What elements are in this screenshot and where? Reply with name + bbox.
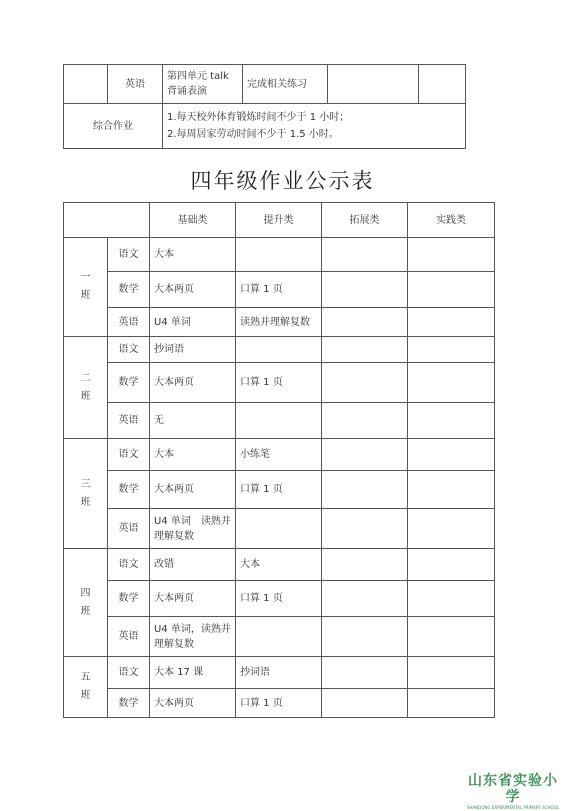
practice-cell: [408, 657, 495, 689]
extension-cell: [322, 509, 408, 549]
extension-cell: [322, 581, 408, 617]
extension-cell: [322, 549, 408, 581]
table-row: [64, 439, 495, 471]
page-title: 四年级作业公示表: [190, 169, 375, 193]
advanced-cell: 口算 1 页: [236, 471, 322, 509]
advanced-cell: [236, 617, 322, 657]
class-name-cell: [64, 238, 108, 337]
basic-cell: U4 单词，读熟并理解复数: [150, 617, 236, 657]
advanced-cell: 口算 1 页: [236, 363, 322, 403]
class-name-cell: [64, 549, 108, 657]
table-row: [64, 617, 495, 657]
subject-cell: 语文: [108, 439, 150, 471]
table-row: [64, 238, 495, 272]
practice-cell: [408, 238, 495, 272]
practice-cell: [408, 308, 495, 337]
table-row: [64, 689, 495, 718]
column-header: 基础类: [150, 203, 236, 238]
practice-cell: [408, 439, 495, 471]
advanced-cell: 抄词语: [236, 657, 322, 689]
table-row: [64, 272, 495, 308]
comprehensive-line: 2.每周居家劳动时间不少于 1.5 小时。: [167, 129, 339, 140]
practice-cell: [408, 617, 495, 657]
basic-cell: 大本 17 课: [150, 657, 236, 689]
header-corner: [64, 203, 150, 238]
basic-cell: 抄词语: [150, 337, 236, 363]
subject-cell: 语文: [108, 337, 150, 363]
comprehensive-content: [163, 104, 466, 149]
subject-cell: 语文: [108, 657, 150, 689]
header-row: [64, 203, 495, 238]
subject-cell: 数学: [108, 363, 150, 403]
class-name: 五班: [80, 672, 91, 701]
table-row: [64, 337, 495, 363]
class-name-cell: [64, 439, 108, 549]
extension-cell: [322, 403, 408, 439]
basic-cell: 改错: [150, 549, 236, 581]
practice-cell: [408, 337, 495, 363]
basic-cell: 大本两页: [150, 471, 236, 509]
extension-cell: [322, 471, 408, 509]
advanced-cell: 小练笔: [236, 439, 322, 471]
extension-cell: [322, 238, 408, 272]
subject-cell: 英语: [108, 308, 150, 337]
extension-cell: [322, 689, 408, 718]
advanced-cell: 口算 1 页: [236, 689, 322, 718]
class-name: 二班: [80, 372, 91, 402]
column-header: 提升类: [236, 203, 322, 238]
basic-cell: 大本: [150, 238, 236, 272]
subject-cell: 数学: [108, 689, 150, 718]
basic-cell: 大本两页: [150, 363, 236, 403]
subject-cell: 数学: [108, 581, 150, 617]
extension-cell: [322, 657, 408, 689]
advanced-cell: [236, 403, 322, 439]
subject-cell: 英语: [108, 65, 163, 104]
basic-cell: 大本两页: [150, 581, 236, 617]
basic-cell: 大本两页: [150, 689, 236, 718]
advanced-cell: 口算 1 页: [236, 581, 322, 617]
extension-cell: [322, 617, 408, 657]
subject-cell: 英语: [108, 617, 150, 657]
subject-cell: 语文: [108, 549, 150, 581]
table-row: [64, 549, 495, 581]
advanced-cell: [236, 238, 322, 272]
extension-cell: [322, 337, 408, 363]
subject-cell: 语文: [108, 238, 150, 272]
table-row: [64, 657, 495, 689]
advanced-cell: 大本: [236, 549, 322, 581]
task-cell: 第四单元 talk 背诵表演: [163, 65, 243, 104]
class-name: 三班: [80, 478, 91, 508]
english-row: [64, 65, 466, 104]
class-name: 一班: [80, 272, 91, 301]
practice-cell: [408, 403, 495, 439]
practice-cell: [408, 272, 495, 308]
subject-cell: 英语: [108, 403, 150, 439]
table-row: [64, 471, 495, 509]
comprehensive-line: 1.每天校外体育锻炼时间不少于 1 小时；: [167, 112, 350, 123]
school-logo: [463, 773, 563, 811]
table-row: [64, 403, 495, 439]
table-row: [64, 581, 495, 617]
practice-cell: [408, 549, 495, 581]
extension-cell: [322, 272, 408, 308]
homework-table: [63, 202, 495, 718]
advanced-cell: [236, 509, 322, 549]
basic-cell: 大本两页: [150, 272, 236, 308]
task-cell: 完成相关练习: [243, 65, 328, 104]
basic-cell: U4 单词 读熟并理解复数: [150, 509, 236, 549]
school-logo-name: 山东省实验小学: [468, 773, 558, 805]
table-row: [64, 308, 495, 337]
practice-cell: [408, 363, 495, 403]
column-header: 拓展类: [322, 203, 408, 238]
homework-table-body: [64, 203, 495, 718]
practice-cell: [408, 581, 495, 617]
subject-cell: 英语: [108, 509, 150, 549]
table-row: [64, 509, 495, 549]
comprehensive-label: 综合作业: [64, 104, 163, 149]
advanced-cell: [236, 337, 322, 363]
basic-cell: U4 单词: [150, 308, 236, 337]
advanced-cell: 读熟并理解复数: [236, 308, 322, 337]
class-name-cell: [64, 337, 108, 439]
extension-cell: [322, 308, 408, 337]
school-logo-english: SHANDONG EXPERIMENTAL PRIMARY SCHOOL: [466, 805, 560, 810]
class-name-cell: [64, 657, 108, 718]
practice-cell: [408, 509, 495, 549]
basic-cell: 大本: [150, 439, 236, 471]
previous-page-table: [63, 64, 466, 149]
basic-cell: 无: [150, 403, 236, 439]
table-row: [64, 363, 495, 403]
column-header: 实践类: [408, 203, 495, 238]
subject-cell: 数学: [108, 471, 150, 509]
extension-cell: [322, 439, 408, 471]
extension-cell: [322, 363, 408, 403]
practice-cell: [408, 471, 495, 509]
practice-cell: [408, 689, 495, 718]
subject-cell: 数学: [108, 272, 150, 308]
comprehensive-row: [64, 104, 466, 149]
class-name: 四班: [80, 587, 91, 617]
advanced-cell: 口算 1 页: [236, 272, 322, 308]
